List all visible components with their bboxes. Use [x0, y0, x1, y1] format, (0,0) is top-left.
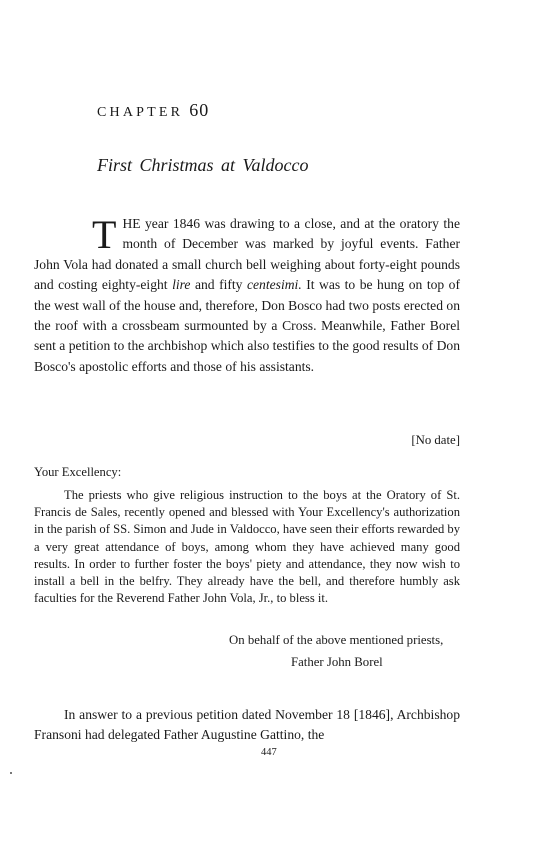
- drop-cap: T: [92, 212, 117, 257]
- letter-sign-line: On behalf of the above mentioned priests,: [229, 633, 444, 647]
- intro-italic-lire: lire: [172, 277, 191, 293]
- intro-italic-centesimi: centesimi.: [246, 277, 302, 293]
- letter-salutation: Your Excellency:: [34, 465, 122, 479]
- scan-speck: [10, 772, 12, 774]
- chapter-label: CHAPTER: [97, 105, 184, 120]
- intro-text-1: HE year 1846 was drawing to a close, and at the oratory the month of December was marked by joyful events. Father John Vola had donated a small church bell weighing about forty-eight pounds and costing eighty-eight: [34, 216, 460, 293]
- intro-text-2: and fifty: [190, 277, 247, 293]
- intro-paragraph: [34, 214, 460, 377]
- letter-body: The priests who give religious instruction to the boys at the Oratory of St. Francis de Sales, recently opened and blessed with Your Excellency's authorization in the parish of SS. Simon and Jude in Valdocco, have seen their efforts rewarded by a very great attendance of boys, among whom they have achieved many good results. In order to further foster the boys' piety and attendance, they now wish to install a bell in the belfry. They already have the bell, and therefore humbly ask faculties for the Reverend Father John Vola, Jr., to bless it.: [34, 488, 460, 606]
- letter-date: [No date]: [411, 433, 460, 447]
- page-number: 447: [261, 747, 277, 758]
- closing-paragraph: In answer to a previous petition dated November 18 [1846], Archbishop Fransoni had delegated Father Augustine Gattino, the: [34, 707, 460, 743]
- chapter-heading: [97, 100, 209, 121]
- intro-text-3: It was to be hung on top of the west wall of the house and, therefore, Don Bosco had two posts erected on the roof with a crossbeam surmounted by a Cross. Meanwhile, Father Borel sent a petition to the archbishop which also testifies to the good results of Don Bosco's apostolic efforts and those of his assistants.: [34, 277, 461, 374]
- chapter-number: 60: [189, 100, 210, 120]
- chapter-title: First Christmas at Valdocco: [97, 155, 309, 175]
- letter-signature-name: Father John Borel: [291, 655, 383, 669]
